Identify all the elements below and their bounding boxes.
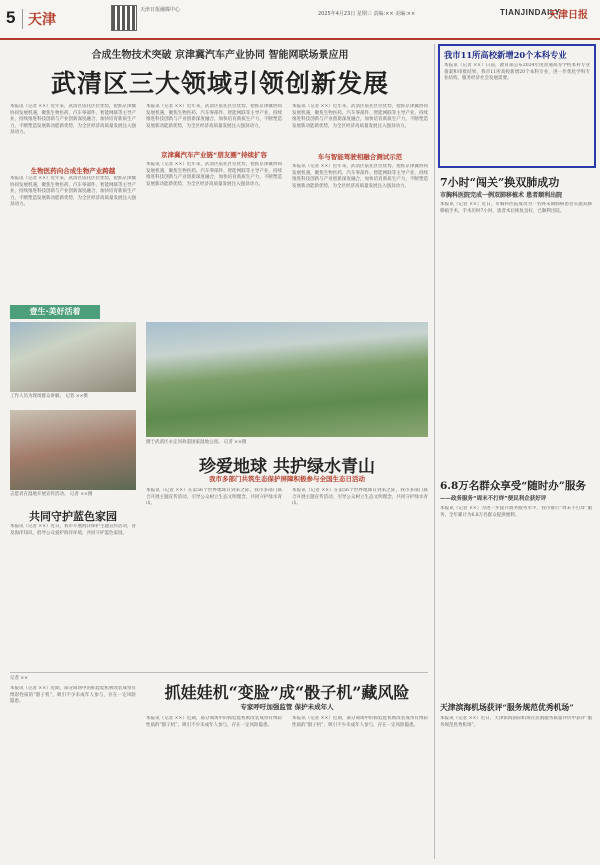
highlighted-story-box	[438, 44, 596, 168]
qr-code-icon	[111, 5, 137, 31]
newspaper-logo: 天津日报	[548, 10, 588, 21]
bottom-body-col1: 本报讯（记者 ××）近期，部分商场中的抓娃娃机被改装成带有博彩性质的“骰子机”，吸引不少未成年人参与，存在一定风险隐患。	[10, 686, 136, 704]
bottom-body-col3: 本报讯（记者 ××）近期，部分商场中的抓娃娃机被改装成带有博彩性质的“骰子机”，吸引不少未成年人参与，存在一定风险隐患。	[292, 716, 428, 728]
date-line: 2025年4月23日 星期三 责编:×× 美编:××	[318, 11, 416, 17]
photo-caption-3: 志愿者在湿地开展宣传活动。 记者 ××摄	[10, 492, 93, 497]
sidebar-story3-body: 本报讯（记者 ××）近日，天津滨海国际机场在民航服务质量评价中获评“服务规范优秀机场”。	[440, 716, 592, 728]
sidebar-divider	[434, 44, 435, 859]
photo-left-bottom	[10, 410, 136, 490]
sidebar-story1-sub: 市胸科医院完成一例双肺移植术 患者顺利出院	[440, 192, 563, 199]
main-body-col1b: 本报讯（记者 ××）近年来，武清区依托区位优势，抢抓京津冀协同发展机遇，聚焦生物医药、汽车零部件、智能网联等主导产业，持续推进科技创新与产业创新深度融合，加快培育新质生产力，不断塑造发展新动能新优势，为全区经济高质量发展注入强劲动力。	[10, 176, 136, 207]
wetland-photo	[146, 322, 428, 437]
bottom-body-col2: 本报讯（记者 ××）近期，部分商场中的抓娃娃机被改装成带有博彩性质的“骰子机”，吸引不少未成年人参与，存在一定风险隐患。	[146, 716, 282, 728]
bottom-rule	[10, 672, 428, 673]
main-body-col2b: 本报讯（记者 ××）近年来，武清区依托区位优势，抢抓京津冀协同发展机遇，聚焦生物医药、汽车零部件、智能网联等主导产业，持续推进科技创新与产业创新深度融合，加快培育新质生产力，不断塑造发展新动能新优势，为全区经济高质量发展注入强劲动力。	[146, 162, 282, 187]
feature-body-col1: 本报讯（记者 ××）在第56个世界地球日到来之际，我市多部门联合开展主题宣传活动，引导公众树立生态文明理念，共同守护绿水青山。	[146, 488, 282, 506]
main-headline: 武清区三大领域引领创新发展	[50, 69, 389, 98]
header-subtitle: 天津日报融媒中心	[140, 7, 181, 13]
bottom-subheadline: 专家呼吁加强监管 保护未成年人	[240, 703, 334, 711]
brand-name: TIANJINDAILY	[500, 8, 561, 17]
sidebar-story3-headline: 天津滨海机场获评“服务规范优秀机场”	[440, 703, 574, 712]
sidebar-story2-sub: ——政务服务“周末不打烊”便民利企获好评	[440, 496, 547, 502]
feature-body-col2: 本报讯（记者 ××）在第56个世界地球日到来之际，我市多部门联合开展主题宣传活动，引导公众树立生态文明理念，共同守护绿水青山。	[292, 488, 428, 506]
sidebar-story1-body: 本报讯（记者 ××）近日，市胸科医院成功为一名终末期肺病患者实施双肺移植手术，手术历时7小时，患者术后恢复良好，已顺利出院。	[440, 202, 592, 214]
main-subhead-1: 生物医药向合成生物产业跨越	[30, 167, 116, 175]
section-name: 天津	[28, 12, 56, 28]
page-header	[0, 0, 600, 40]
sidebar-story2-headline: 6.8万名群众享受“随时办”服务	[440, 480, 586, 492]
photo-caption-2: 摄于武清区永定河故道国家湿地公园。 记者 ××摄	[146, 440, 247, 445]
sidebar-story1-headline: 7小时“闯关”换双肺成功	[440, 176, 560, 189]
main-body-col1: 本报讯（记者 ××）近年来，武清区依托区位优势，抢抓京津冀协同发展机遇，聚焦生物医药、汽车零部件、智能网联等主导产业，持续推进科技创新与产业创新深度融合，加快培育新质生产力，不断塑造发展新动能新优势，为全区经济高质量发展注入强劲动力。	[10, 104, 136, 135]
main-subhead-3: 车与智能驾驶相融合测试示范	[317, 153, 403, 161]
boxed-body: 本报讯（记者 ××）日前，教育部公布2024年度普通高等学校本科专业备案和审批结果，我市11所高校新增20个本科专业，进一步优化学科专业结构，服务经济社会发展需要。	[444, 63, 590, 81]
feature-headline: 珍爱地球 共护绿水青山	[199, 457, 375, 477]
main-body-col2: 本报讯（记者 ××）近年来，武清区依托区位优势，抢抓京津冀协同发展机遇，聚焦生物医药、汽车零部件、智能网联等主导产业，持续推进科技创新与产业创新深度融合，加快培育新质生产力，不断塑造发展新动能新优势，为全区经济高质量发展注入强劲动力。	[146, 104, 282, 129]
main-body-col3: 本报讯（记者 ××）近年来，武清区依托区位优势，抢抓京津冀协同发展机遇，聚焦生物医药、汽车零部件、智能网联等主导产业，持续推进科技创新与产业创新深度融合，加快培育新质生产力，不断塑造发展新动能新优势，为全区经济高质量发展注入强劲动力。	[292, 104, 428, 129]
left-story-body: 本报讯（记者 ××）近日，我市开展海洋保护主题宣传活动，普及海洋知识，倡导公众爱护海洋环境，共同守护蓝色家园。	[10, 524, 136, 536]
photo-left-top	[10, 322, 136, 392]
page-number: 5	[6, 8, 16, 27]
left-story-headline: 共同守护蓝色家园	[29, 510, 117, 523]
section-banner: 壹生·美好活着	[10, 305, 100, 319]
photo-caption-1: 工作人员为现场群众讲解。 记者 ××摄	[10, 394, 88, 399]
boxed-headline: 我市11所高校新增20个本科专业	[444, 50, 567, 60]
main-kicker: 合成生物技术突破 京津冀汽车产业协同 智能网联场景应用	[91, 50, 349, 61]
sidebar-story2-body: 本报讯（记者 ××）为进一步提升政务服务水平，我市推行“周末不打烊”服务，全年累计为6.8万名群众提供便利。	[440, 506, 592, 518]
main-subhead-2: 京津冀汽车产业链“朋友圈”持续扩容	[160, 151, 268, 159]
bottom-byline: 记者 ××	[10, 676, 28, 681]
header-divider	[22, 9, 23, 29]
main-body-col3b: 本报讯（记者 ××）近年来，武清区依托区位优势，抢抓京津冀协同发展机遇，聚焦生物医药、汽车零部件、智能网联等主导产业，持续推进科技创新与产业创新深度融合，加快培育新质生产力，不断塑造发展新动能新优势，为全区经济高质量发展注入强劲动力。	[292, 164, 428, 189]
bottom-headline: 抓娃娃机“变脸”成“骰子机”藏风险	[164, 683, 410, 702]
feature-subheadline: 我市多部门共筑生态保护屏障积极参与全国生态日活动	[209, 475, 365, 483]
